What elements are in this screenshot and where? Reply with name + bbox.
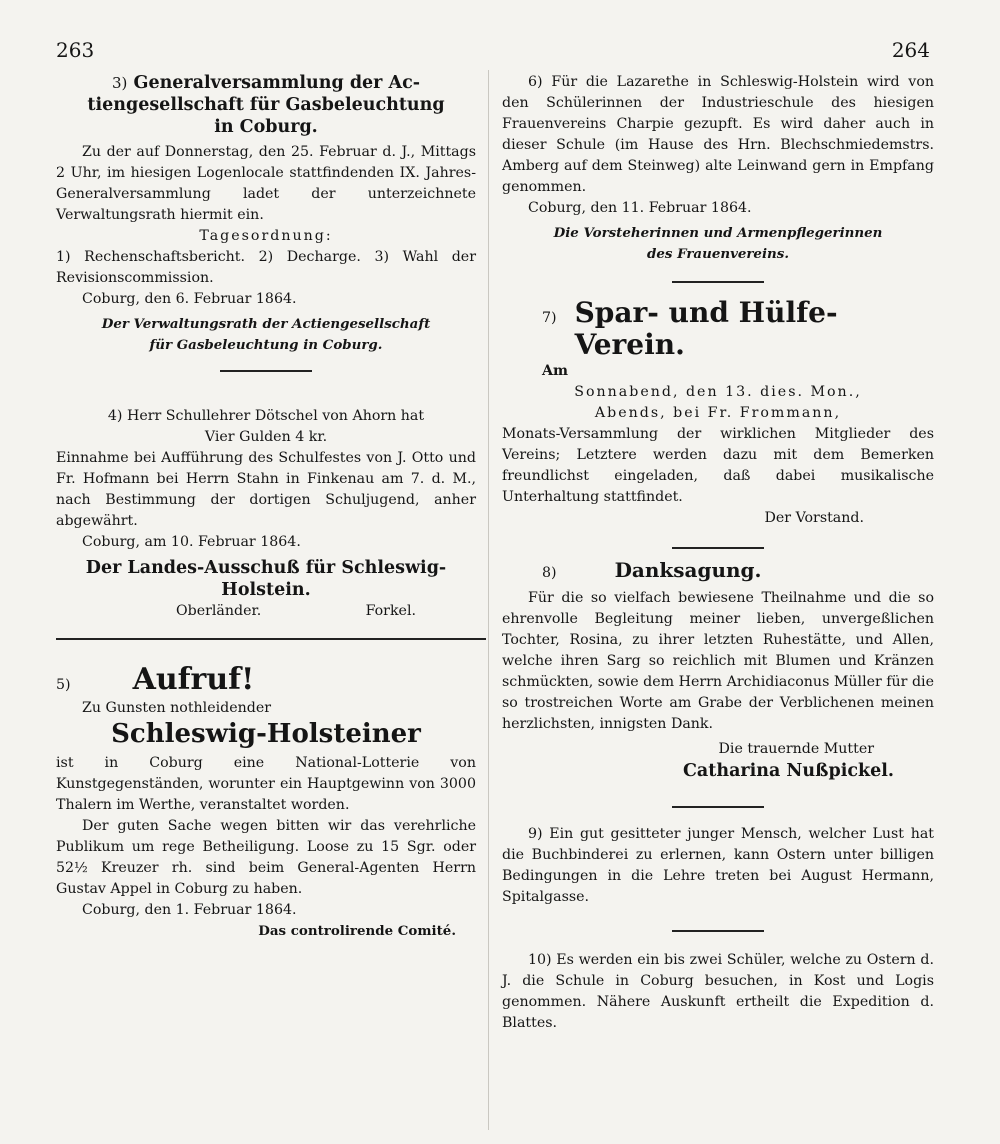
notice-7 <box>502 297 934 529</box>
notice-8-signature-line2: Catharina Nußpickel. <box>683 761 894 781</box>
notice-5-date: Coburg, den 1. Februar 1864. <box>82 902 297 918</box>
notice-9: 9) Ein gut gesitteter junger Mensch, welcher Lust hat die Buchbinderei zu erlernen, kann Ostern unter billigen Bedingungen in die Lehre treten bei August Hermann, Spitalgasse. <box>502 826 934 905</box>
notice-7-line1: Sonnabend, den 13. dies. Mon., <box>574 384 862 400</box>
notice-3-signature-line1: Der Verwaltungsrath der Actiengesellschaft <box>101 316 431 332</box>
separator-rule-wide <box>56 638 486 640</box>
notice-8 <box>502 559 934 782</box>
notice-7-am: Am <box>542 363 569 379</box>
notice-5-line1: Zu Gunsten nothleidender <box>82 700 272 716</box>
notice-6-date: Coburg, den 11. Februar 1864. <box>528 200 752 216</box>
notice-3-agenda-items: 1) Rechenschaftsbericht. 2) Decharge. 3) Wahl der Revisionscommission. <box>56 249 476 286</box>
notice-5-title: Aufruf! <box>132 662 255 697</box>
notice-4-name-b: Forkel. <box>365 603 416 619</box>
notice-8-number: 8) <box>542 565 557 581</box>
notice-8-body: Für die so vielfach bewiesene Theilnahme und die so ehrenvolle Begleitung meiner lieben, unvergeßlichen Tochter, Rosina, zu ihrer letzten Ruhestätte, und Allen, welche ihren Sarg so reichlich mit Blumen und Kränzen schmückten, sowie dem Herrn Archidiaconus Müller für die so trostreichen Worte am Grabe der Verblichenen meinen herzlichsten, innigsten Dank. <box>502 590 934 732</box>
notice-5-number: 5) <box>56 677 71 693</box>
notice-4-name-a: Oberländer. <box>176 603 262 619</box>
separator-rule <box>672 547 764 549</box>
separator-rule <box>672 806 764 808</box>
notice-3-title-line3: in Coburg. <box>214 117 318 137</box>
notice-3-title-line2: tiengesellschaft für Gasbeleuchtung <box>87 95 445 115</box>
left-column <box>56 72 476 942</box>
notice-7-body: Monats-Versammlung der wirklichen Mitglieder des Vereins; Letztere werden dazu mit dem Bemerken freundlichst eingeladen, daß dabei musikalische Unterhaltung stattfindet. <box>502 426 934 505</box>
notice-10: 10) Es werden ein bis zwei Schüler, welche zu Ostern d. J. die Schule in Coburg besuchen, in Kost und Logis genommen. Nähere Auskunft ertheilt die Expedition d. Blattes. <box>502 952 934 1031</box>
notice-5-signature: Das controlirende Comité. <box>258 923 456 939</box>
notice-5-body1: ist in Coburg eine National-Lotterie von Kunstgegenständen, worunter ein Hauptgewinn von 3000 Thalern im Werthe, veranstaltet worden. <box>56 755 476 813</box>
notice-4-date: Coburg, am 10. Februar 1864. <box>82 534 301 550</box>
page-number-right: 264 <box>891 38 930 62</box>
notice-4-body: Einnahme bei Aufführung des Schulfestes von J. Otto und Fr. Hofmann bei Herrn Stahn in Finkenau am 7. d. M., nach Bestimmung der dortigen Schuljugend, anher abgewährt. <box>56 450 476 529</box>
notice-3-date: Coburg, den 6. Februar 1864. <box>82 291 297 307</box>
notice-8-signature-line1: Die trauernde Mutter <box>718 741 874 757</box>
notice-7-number: 7) <box>542 310 557 326</box>
notice-4-number: 4) <box>107 408 123 424</box>
notice-3 <box>56 72 476 356</box>
right-column <box>502 72 934 1034</box>
notice-6-signature-line2: des Frauenvereins. <box>647 246 789 262</box>
notice-4-line2: Vier Gulden 4 kr. <box>204 429 328 445</box>
notice-4-signature-line2: Holstein. <box>221 580 311 600</box>
column-divider <box>488 70 489 1130</box>
notice-3-title-line1: Generalversammlung der Ac- <box>133 73 420 93</box>
notice-4-signature-line1: Der Landes-Ausschuß für Schleswig- <box>85 558 447 578</box>
notice-4-line1: Herr Schullehrer Dötschel von Ahorn hat <box>126 408 425 424</box>
page-number-left: 263 <box>56 38 95 62</box>
notice-8-title: Danksagung. <box>614 558 762 582</box>
notice-3-body: Zu der auf Donnerstag, den 25. Februar d. J., Mittags 2 Uhr, im hiesigen Logenlocale stattfindenden IX. Jahres-Generalversammlung ladet der unterzeichnete Verwaltungsrath hiermit ein. <box>56 144 476 223</box>
notice-4 <box>56 406 476 622</box>
notice-3-number: 3) <box>112 74 128 92</box>
notice-3-agenda-heading: Tagesordnung: <box>199 228 333 244</box>
notice-5-headline: Schleswig-Holsteiner <box>111 719 421 749</box>
notice-7-title: Spar- und Hülfe-Verein. <box>574 296 838 361</box>
notice-3-signature-line2: für Gasbeleuchtung in Coburg. <box>149 337 383 353</box>
notice-5-body2: Der guten Sache wegen bitten wir das verehrliche Publikum um rege Betheiligung. Loose zu 15 Sgr. oder 52½ Kreuzer rh. sind beim General-Agenten Herrn Gustav Appel in Coburg zu haben. <box>56 818 476 897</box>
separator-rule <box>672 281 764 283</box>
notice-7-signature: Der Vorstand. <box>764 510 864 526</box>
notice-6-body: Für die Lazarethe in Schleswig-Holstein wird von den Schülerinnen der Industrieschule des hiesigen Frauenvereins Charpie gezupft. Es wird daher auch in dieser Schule (im Hause des Hrn. Blechschmiedemstrs. Amberg auf dem Steinweg) alte Leinwand gern in Empfang genommen. <box>502 74 934 195</box>
notice-6-number: 6) <box>528 74 543 90</box>
notice-6-signature-line1: Die Vorsteherinnen und Armenpflegerinnen <box>553 225 883 241</box>
notice-6 <box>502 72 934 265</box>
separator-rule <box>220 370 312 372</box>
separator-rule <box>672 930 764 932</box>
notice-7-line2: Abends, bei Fr. Frommann, <box>594 405 842 421</box>
notice-5 <box>56 662 476 942</box>
